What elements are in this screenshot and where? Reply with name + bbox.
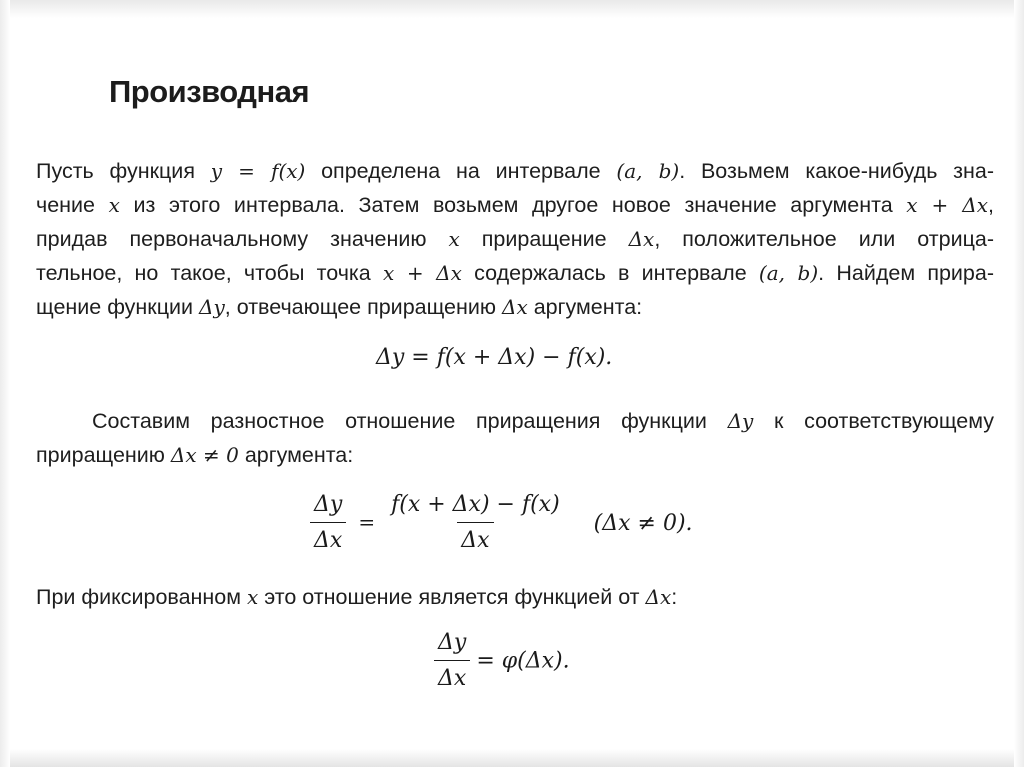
denominator: Δx [434, 660, 470, 692]
formula-phi [428, 630, 570, 692]
condition: (Δx ≠ 0). [593, 510, 693, 536]
text-line [36, 222, 994, 256]
denominator: Δx [310, 522, 346, 554]
paragraph-definition [36, 154, 994, 324]
equals-sign: = [358, 510, 376, 534]
text-run: , [988, 193, 995, 217]
text-run: щение функции [36, 295, 200, 319]
numerator: Δy [314, 492, 343, 517]
math-inline: Δy [727, 409, 754, 433]
math-inline: x [108, 193, 120, 217]
math-inline: x + Δx [906, 193, 989, 217]
text-run: это отношение является функцией от [258, 585, 646, 609]
formula-increment: Δy = f(x + Δx) − f(x). [376, 345, 613, 370]
page-left-shade [0, 0, 10, 767]
page-top-shadow [0, 0, 1024, 18]
text-run: тельное, но такое, чтобы точка [36, 261, 383, 285]
fraction-lhs [310, 492, 346, 554]
page-bottom-shadow [0, 749, 1024, 767]
denominator: Δx [457, 522, 493, 554]
math-inline: Δx ≠ 0 [170, 443, 239, 467]
formula-rhs: = φ(Δx). [476, 648, 570, 674]
text-run: . Возьмем какое-нибудь зна- [679, 159, 994, 183]
page-right-shade [1014, 0, 1024, 767]
fraction-rhs [387, 492, 564, 554]
text-run: к соответствующему [753, 409, 994, 433]
paragraph-fixed-x [36, 580, 994, 614]
text-run: аргумента: [238, 443, 354, 467]
text-line [36, 290, 994, 324]
text-run: : [671, 585, 678, 609]
text-run: аргумента: [527, 295, 643, 319]
text-line [36, 438, 994, 472]
text-run: При фиксированном [36, 585, 248, 609]
numerator: f(x + Δx) − f(x) [391, 492, 560, 517]
text-run: , отвечающее приращению [224, 295, 502, 319]
text-line [36, 188, 994, 222]
numerator: Δy [438, 630, 467, 655]
text-run: . Найдем прира- [818, 261, 995, 285]
math-inline: x + Δx [382, 261, 462, 285]
text-run: , положительное или отрица- [654, 227, 995, 251]
formula-difference-quotient [304, 492, 693, 554]
math-inline: Δx [645, 585, 672, 609]
math-inline: Δx [628, 227, 655, 251]
math-inline: x [448, 227, 460, 251]
text-run: приращению [36, 443, 171, 467]
text-line [36, 580, 994, 614]
math-inline: Δy [199, 295, 225, 319]
text-run: чение [36, 193, 109, 217]
fraction [434, 630, 470, 692]
math-inline: Δx [502, 295, 528, 319]
text-line [36, 404, 994, 438]
math-inline: x [247, 585, 259, 609]
text-run: придав первоначальному значению [36, 227, 449, 251]
paragraph-difference-ratio [36, 404, 994, 472]
text-line [36, 256, 994, 290]
text-run: определена на интервале [305, 159, 617, 183]
math-inline: (a, b) [616, 159, 680, 183]
text-run: из этого интервала. Затем возьмем другое новое значение аргумента [119, 193, 907, 217]
math-inline: y = f(x) [210, 159, 306, 183]
text-run: Пусть функция [36, 159, 211, 183]
text-run: содержалась в интервале [461, 261, 759, 285]
text-line [36, 154, 994, 188]
page-title: Производная [109, 74, 310, 109]
math-inline: (a, b) [758, 261, 819, 285]
text-run: приращение [459, 227, 629, 251]
text-run: Составим разностное отношение приращения функции [92, 409, 728, 433]
